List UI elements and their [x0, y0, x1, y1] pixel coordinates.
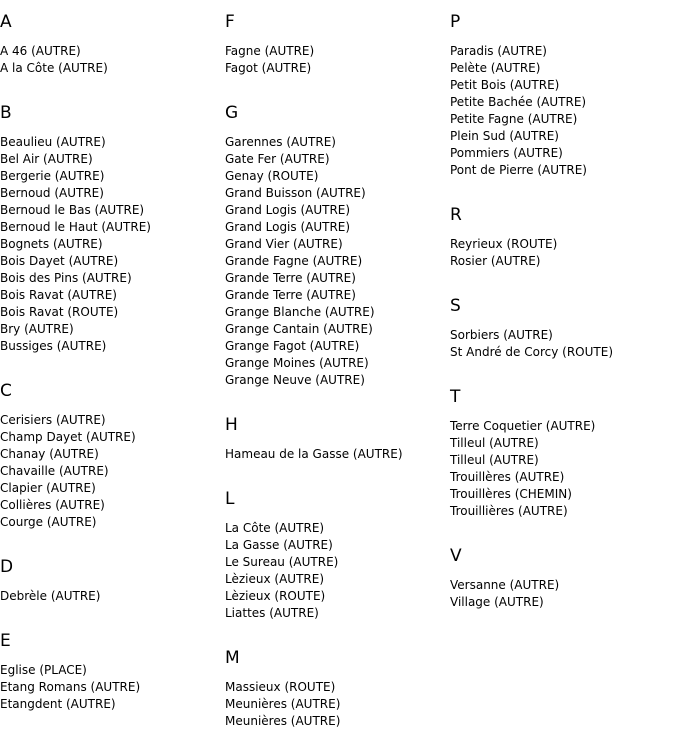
- letter-heading: B: [0, 103, 12, 123]
- group-spacer: [0, 77, 225, 91]
- letter-heading: V: [450, 546, 462, 566]
- letter-heading: T: [450, 387, 461, 407]
- letter-heading: F: [225, 12, 235, 32]
- street-entry: Bognets (AUTRE): [0, 237, 103, 251]
- street-entry: Pelète (AUTRE): [450, 61, 541, 75]
- letter-group: [450, 12, 675, 193]
- letter-group: [450, 296, 675, 375]
- street-entry: Grange Cantain (AUTRE): [225, 322, 373, 336]
- street-entry: Liattes (AUTRE): [225, 606, 319, 620]
- street-entry: Fagot (AUTRE): [225, 61, 312, 75]
- street-entry: Bergerie (AUTRE): [0, 169, 105, 183]
- street-entry: A 46 (AUTRE): [0, 44, 81, 58]
- street-entry: Village (AUTRE): [450, 595, 544, 609]
- group-spacer: [0, 531, 225, 545]
- street-entry: Etangdent (AUTRE): [0, 697, 116, 711]
- street-entry: La Côte (AUTRE): [225, 521, 325, 535]
- street-entry: Petite Bachée (AUTRE): [450, 95, 587, 109]
- street-entry: Massieux (ROUTE): [225, 680, 336, 694]
- street-entry: Reyrieux (ROUTE): [450, 237, 558, 251]
- entry-list: [0, 588, 225, 605]
- letter-heading: M: [225, 648, 240, 668]
- letter-heading: G: [225, 103, 239, 123]
- street-entry: Grand Logis (AUTRE): [225, 203, 351, 217]
- street-entry: Rosier (AUTRE): [450, 254, 541, 268]
- street-entry: Chavaille (AUTRE): [0, 464, 109, 478]
- street-entry: Garennes (AUTRE): [225, 135, 336, 149]
- letter-group: [0, 12, 225, 91]
- group-spacer: [0, 355, 225, 369]
- street-entry: Terre Coquetier (AUTRE): [450, 419, 596, 433]
- street-entry: Fagne (AUTRE): [225, 44, 315, 58]
- street-entry: Versanne (AUTRE): [450, 578, 560, 592]
- street-entry: Grande Terre (AUTRE): [225, 271, 356, 285]
- street-entry: Cerisiers (AUTRE): [0, 413, 106, 427]
- street-entry: Bois Dayet (AUTRE): [0, 254, 119, 268]
- index-column: [225, 0, 450, 730]
- street-entry: Grange Blanche (AUTRE): [225, 305, 375, 319]
- street-entry: St André de Corcy (ROUTE): [450, 345, 613, 359]
- letter-group: [450, 387, 675, 534]
- street-entry: Bois des Pins (AUTRE): [0, 271, 132, 285]
- street-entry: Eglise (PLACE): [0, 663, 87, 677]
- street-entry: Pont de Pierre (AUTRE): [450, 163, 587, 177]
- street-entry: Beaulieu (AUTRE): [0, 135, 106, 149]
- street-entry: Grange Neuve (AUTRE): [225, 373, 365, 387]
- letter-heading: L: [225, 489, 235, 509]
- letter-heading: A: [0, 12, 12, 32]
- street-entry: Etang Romans (AUTRE): [0, 680, 141, 694]
- letter-group: [225, 12, 450, 91]
- street-entry: Bry (AUTRE): [0, 322, 74, 336]
- entry-list: [450, 236, 675, 270]
- entry-list: [450, 577, 675, 611]
- group-spacer: [450, 270, 675, 284]
- entry-list: [225, 679, 450, 730]
- letter-heading: E: [0, 631, 11, 651]
- street-entry: Bois Ravat (ROUTE): [0, 305, 119, 319]
- street-entry: Tilleul (AUTRE): [450, 436, 539, 450]
- index-column: [0, 0, 225, 713]
- letter-heading: R: [450, 205, 462, 225]
- entry-list: [225, 134, 450, 389]
- group-spacer: [225, 622, 450, 636]
- street-entry: Trouillères (CHEMIN): [450, 487, 572, 501]
- street-entry: Paradis (AUTRE): [450, 44, 547, 58]
- street-entry: Grand Logis (AUTRE): [225, 220, 351, 234]
- street-entry: Grand Vier (AUTRE): [225, 237, 343, 251]
- group-spacer: [225, 389, 450, 403]
- entry-list: [0, 134, 225, 355]
- street-entry: Petit Bois (AUTRE): [450, 78, 560, 92]
- group-spacer: [225, 463, 450, 477]
- group-spacer: [225, 77, 450, 91]
- street-entry: Collières (AUTRE): [0, 498, 105, 512]
- street-entry: Bernoud le Haut (AUTRE): [0, 220, 151, 234]
- street-entry: Gate Fer (AUTRE): [225, 152, 330, 166]
- street-entry: Lèzieux (ROUTE): [225, 589, 326, 603]
- street-entry: Clapier (AUTRE): [0, 481, 96, 495]
- street-entry: Tilleul (AUTRE): [450, 453, 539, 467]
- street-entry: Lèzieux (AUTRE): [225, 572, 324, 586]
- street-entry: Grande Fagne (AUTRE): [225, 254, 363, 268]
- group-spacer: [450, 361, 675, 375]
- street-entry: Trouillières (AUTRE): [450, 504, 568, 518]
- letter-group: [225, 489, 450, 636]
- street-entry: Pommiers (AUTRE): [450, 146, 563, 160]
- letter-group: [225, 648, 450, 730]
- street-entry: Bernoud le Bas (AUTRE): [0, 203, 145, 217]
- letter-heading: H: [225, 415, 238, 435]
- entry-list: [225, 43, 450, 77]
- street-entry: Petite Fagne (AUTRE): [450, 112, 578, 126]
- street-entry: A la Côte (AUTRE): [0, 61, 108, 75]
- street-entry: Chanay (AUTRE): [0, 447, 99, 461]
- letter-group: [450, 546, 675, 611]
- letter-group: [225, 103, 450, 403]
- street-entry: Meunières (AUTRE): [225, 714, 341, 728]
- letter-group: [0, 103, 225, 369]
- group-spacer: [0, 605, 225, 619]
- group-spacer: [450, 179, 675, 193]
- entry-list: [225, 446, 450, 463]
- letter-group: [0, 381, 225, 545]
- street-entry: Courge (AUTRE): [0, 515, 97, 529]
- letter-group: [450, 205, 675, 284]
- letter-heading: D: [0, 557, 14, 577]
- entry-list: [450, 418, 675, 520]
- letter-group: [225, 415, 450, 477]
- street-entry: Champ Dayet (AUTRE): [0, 430, 136, 444]
- letter-heading: P: [450, 12, 461, 32]
- street-entry: Plein Sud (AUTRE): [450, 129, 559, 143]
- street-entry: Bernoud (AUTRE): [0, 186, 104, 200]
- index-column: [450, 0, 675, 611]
- street-entry: Grange Fagot (AUTRE): [225, 339, 360, 353]
- street-entry: Sorbiers (AUTRE): [450, 328, 553, 342]
- entry-list: [225, 520, 450, 622]
- street-entry: Meunières (AUTRE): [225, 697, 341, 711]
- street-entry: Bussiges (AUTRE): [0, 339, 107, 353]
- street-entry: Genay (ROUTE): [225, 169, 319, 183]
- entry-list: [0, 43, 225, 77]
- street-entry: La Gasse (AUTRE): [225, 538, 333, 552]
- entry-list: [450, 327, 675, 361]
- street-entry: Le Sureau (AUTRE): [225, 555, 339, 569]
- entry-list: [450, 43, 675, 179]
- street-entry: Bel Air (AUTRE): [0, 152, 93, 166]
- street-entry: Grande Terre (AUTRE): [225, 288, 356, 302]
- entry-list: [0, 662, 225, 713]
- street-entry: Grange Moines (AUTRE): [225, 356, 369, 370]
- letter-group: [0, 631, 225, 713]
- letter-group: [0, 557, 225, 619]
- entry-list: [0, 412, 225, 531]
- street-entry: Debrèle (AUTRE): [0, 589, 101, 603]
- street-entry: Trouillères (AUTRE): [450, 470, 565, 484]
- letter-heading: C: [0, 381, 12, 401]
- letter-heading: S: [450, 296, 461, 316]
- street-entry: Hameau de la Gasse (AUTRE): [225, 447, 403, 461]
- street-entry: Grand Buisson (AUTRE): [225, 186, 366, 200]
- group-spacer: [450, 520, 675, 534]
- street-entry: Bois Ravat (AUTRE): [0, 288, 117, 302]
